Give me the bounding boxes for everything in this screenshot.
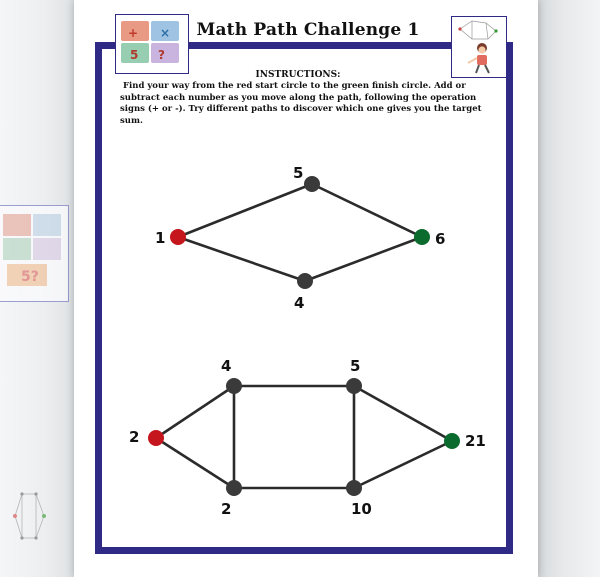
path-node[interactable] <box>226 378 242 394</box>
finish-value: 6 <box>435 230 446 248</box>
node-value: 4 <box>221 357 232 375</box>
svg-text:?: ? <box>158 48 165 62</box>
puzzle-2-edges <box>156 386 452 488</box>
edge-start-top[interactable] <box>178 184 312 237</box>
edge[interactable] <box>156 386 234 438</box>
finish-node[interactable] <box>444 433 460 449</box>
start-value: 2 <box>129 428 140 446</box>
edge-start-bottom[interactable] <box>178 237 305 281</box>
node-value: 5 <box>293 164 304 182</box>
start-value: 1 <box>155 229 166 247</box>
path-node[interactable] <box>297 273 313 289</box>
path-node[interactable] <box>226 480 242 496</box>
svg-text:5: 5 <box>130 48 139 62</box>
page-title: Math Path Challenge 1 <box>196 20 420 40</box>
start-node[interactable] <box>148 430 164 446</box>
node-value: 2 <box>221 500 232 518</box>
start-node[interactable] <box>170 229 186 245</box>
edge[interactable] <box>354 441 452 488</box>
svg-text:5?: 5? <box>21 269 39 285</box>
node-value: 4 <box>294 294 305 312</box>
finish-value: 21 <box>465 432 486 450</box>
svg-text:×: × <box>160 26 171 40</box>
finish-node[interactable] <box>414 229 430 245</box>
instructions-heading: INSTRUCTIONS: <box>255 70 341 80</box>
edge-bottom-finish[interactable] <box>305 237 422 281</box>
node-value: 10 <box>351 500 372 518</box>
node-value: 5 <box>350 357 361 375</box>
path-node[interactable] <box>304 176 320 192</box>
edge[interactable] <box>354 386 452 441</box>
path-node[interactable] <box>346 378 362 394</box>
edge[interactable] <box>156 438 234 488</box>
puzzle-1-edges <box>178 184 422 281</box>
svg-text:+: + <box>128 26 139 40</box>
instructions-text: Find your way from the red start circle to the green finish circle. Add or subtract each number as you move along the path, following the operation signs (+ or -). Try different paths to discover which one gives you the target sum. <box>120 81 482 126</box>
path-node[interactable] <box>346 480 362 496</box>
edge-top-finish[interactable] <box>312 184 422 237</box>
